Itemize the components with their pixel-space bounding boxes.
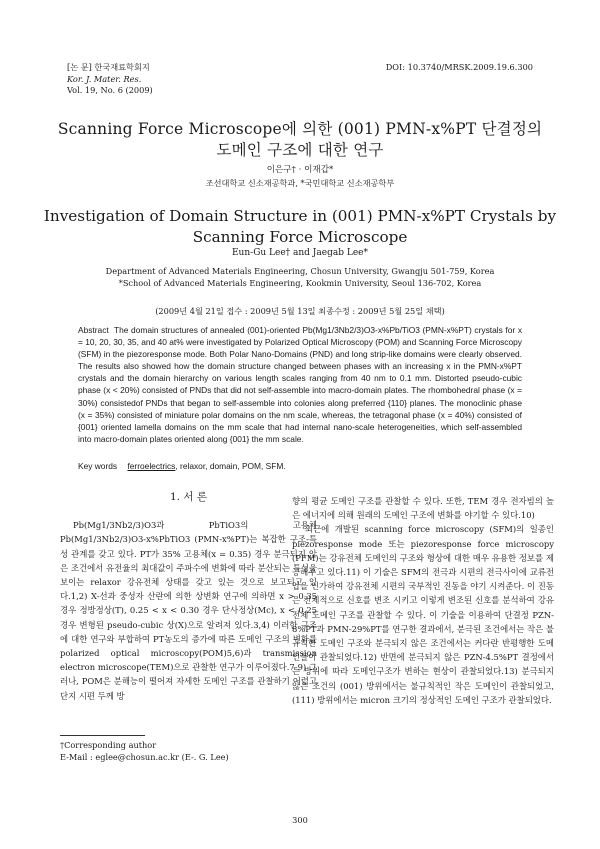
footnote-divider — [60, 735, 145, 736]
journal-volume: Vol. 19, No. 6 (2009) — [67, 85, 153, 95]
affiliation-korean: 조선대학교 신소재공학과, *국민대학교 신소재공학부 — [205, 178, 395, 188]
page-number: 300 — [292, 815, 308, 825]
authors-korean: 이은구† · 이재갑* — [266, 165, 334, 175]
authors-english: Eun-Gu Lee† and Jaegab Lee* — [231, 248, 368, 258]
title-korean-line1: Scanning Force Microscope에 의한 (001) PMN-x%PT 단결정의 — [57, 120, 543, 138]
footnote-corresponding: †Corresponding author — [60, 740, 157, 750]
intro-paragraph-continued: 향의 평균 도메인 구조를 관찰할 수 있다. 또한, TEM 경우 전자빔의 높은 에너지에 의해 원래의 도메인 구조에 변화를 야기할 수 있다.10) — [292, 496, 554, 521]
title-english-line1: Investigation of Domain Structure in (001) PMN-x%PT Crystals by — [43, 207, 557, 225]
keywords — [78, 461, 522, 471]
affiliation-english — [0, 265, 600, 289]
body-left-column — [60, 490, 317, 703]
section-heading-introduction: 1. 서 론 — [170, 491, 207, 503]
title-english — [40, 206, 560, 248]
keywords-label: Key words — [78, 461, 118, 471]
intro-paragraph-1: Pb(Mg1/3Nb2/3)O3과 PbTiO3의 고용체 Pb(Mg1/3Nb2/3)O3-x%PbTiO3 (PMN-x%PT)는 복잡한 구조-특성 관계를 갖고 있다. PT가 35% 고용체(x = 0.35) 경우 분극되지 않은 조건에서 유전율의 최대값이 주파수에 변화에 따라 분산되는 특성을 보이는 relaxor 강유전체 상태를 갖고 있는 것으로 보고되고 있다.1,2) X-선과 중성자 산란에 의한 상변화 연구에 의하면 x > 0.35 경우 정방정상(T), 0.25 < x < 0.30 경우 단사정상(Mc), x < 0.25 경우 변형된 pseudo-cubic 상(X)으로 알려져 있다.3,4) 이러한 구조에 대한 연구와 부합하여 PT농도의 증가에 따른 도메인 구조의 변화를 polarized optical microscopy(POM)5,6)과 transmission electron microscope(TEM)으로 관찰한 연구가 이루어졌다.7-9) 그러나, POM은 분해능이 떨어져 자세한 도메인 구조를 관찰하기 어렵고 단지 시편 두께 방 — [60, 520, 317, 701]
keyword-ferroelectrics: ferroelectrics — [127, 461, 176, 471]
title-english-line2: Scanning Force Microscope — [192, 228, 408, 246]
footnote — [60, 740, 310, 763]
abstract-text: The domain structures of annealed (001)-oriented Pb(Mg1/3Nb2/3)O3-x%Pb/TiO3 (PMN-x%PT) crystals for x = 10, 20, 30, 35, and 40 at% were investigated by Polarized Optical Microscopy (POM) and Scanning Force Microscopy (SFM) in the piezoresponse mode. Both Polar Nano-Domains (PND) and long strip-like domains were clearly observed. The results also showed how the domain structure changed between phases with an increasing x in the PMN-x%PT crystals and the domain hierarchy on various length scales ranging from 40 nm to 0.1 mm. Distorted pseudo-cubic phase (x < 20%) consisted of PNDs that did not self-assemble into macro-domain plates. The rhombohedral phase (x = 30%) consistedof PNDs that began to self-assemble into colonies along preferred {110} planes. The monoclinic phase (x = 35%) consisted of miniature polar domains on the nm scale, whereas, the tetragonal phase (x = 40%) consisted of {001} oriented lamella domains on the mm scale that had internal nano-scale heterogeneities, which self-assembled into macro-domain plates oriented along {001} the mm scale. — [78, 325, 523, 444]
abstract — [78, 324, 522, 445]
affiliation-english-line1: Department of Advanced Materials Engineering, Chosun University, Gwangju 501-759, Korea — [105, 266, 495, 276]
keywords-rest: , relaxor, domain, POM, SFM. — [175, 461, 286, 471]
affiliation-english-line2: *School of Advanced Materials Engineering, Kookmin University, Seoul 136-702, Korea — [118, 278, 482, 288]
doi-label: DOI: 10.3740/MRSK.2009.19.6.300 — [385, 62, 533, 72]
body-right-column — [292, 494, 554, 707]
title-korean-line2: 도메인 구조에 대한 연구 — [216, 141, 384, 159]
abstract-label: Abstract — [78, 325, 109, 335]
submission-dates: (2009년 4월 21일 접수 : 2009년 5월 13일 최종수정 : 2009년 5월 25일 채택) — [155, 306, 445, 316]
footnote-email: E-Mail : eglee@chosun.ac.kr (E-. G. Lee) — [60, 751, 229, 762]
title-korean — [40, 119, 560, 161]
intro-paragraph-2: 최근에 개발된 scanning force microscopy (SFM)의 일종인 piezoresponse mode 또는 piezoresponse force microscopy (PFM)는 강유전체 도메인의 구조와 형상에 대한 매우 유용한 정보를 제공해주고 있다.11) 이 기술은 SFM의 전극과 시편의 전극사이에 교류전압을 인가하여 강유전체 시편의 국부적인 진동을 야기 시켜준다. 이 진동은 전체적으로 신호를 변조 시키고 이렇게 변조된 신호를 분석하여 강유전체 도메인 구조를 관찰할 수 있다. 이 기술을 이용하여 단결정 PZN-8%PT과 PMN-29%PT를 연구한 결과에서, 분극된 조건에서는 작은 불규칙한 도메인 구조와 분극되지 않은 조건에서는 커다란 반평행한 도메인들이 관찰되었다.12) 반면에 분극되지 않은 PZN-4.5%PT 결정에서는 방위에 따라 도메인구조가 변하는 현상이 관찰되었다.13) 분극되지 않은 조건의 (001) 방위에서는 불규칙적인 작은 도메인이 관찰되었고, (111) 방위에서는 micron 크기의 정상적인 도메인 구조가 관찰되었다. — [292, 524, 554, 705]
journal-name-en: Kor. J. Mater. Res. — [67, 73, 142, 84]
journal-name-ko: [논 문] 한국재료학회지 — [67, 62, 150, 72]
journal-header — [67, 62, 153, 97]
